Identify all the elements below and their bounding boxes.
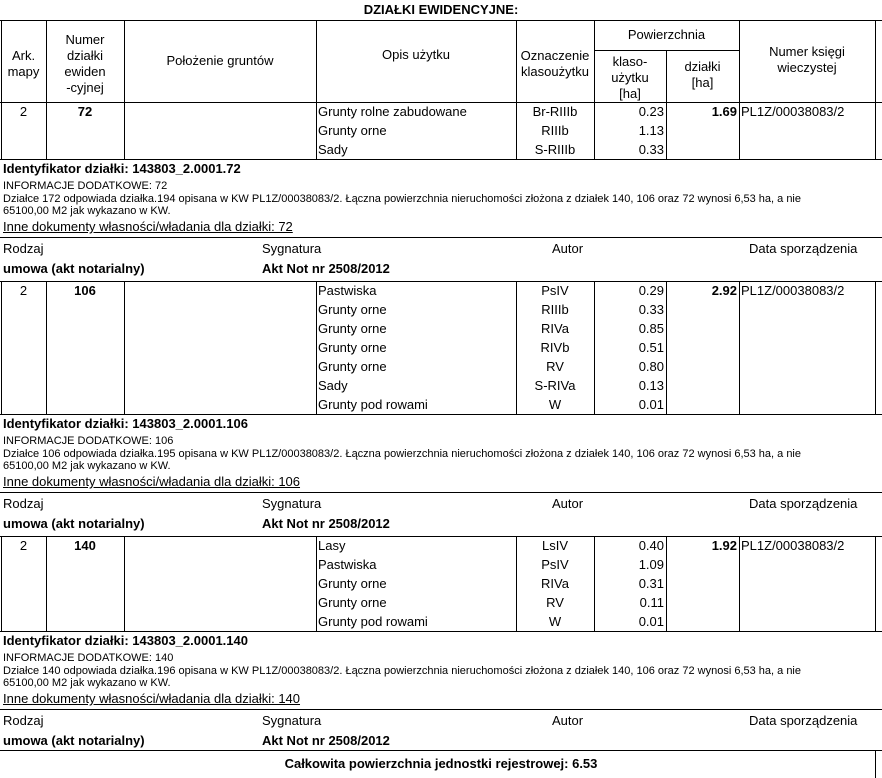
powierzchnia-rule: [594, 50, 739, 51]
parcel-area-total: 2.92: [711, 283, 737, 298]
info-line: 65100,00 M2 jak wykazano w KW.: [3, 677, 171, 689]
doc-rule: [0, 492, 882, 493]
info-line: 65100,00 M2 jak wykazano w KW.: [3, 205, 171, 217]
parcel-bottom-rule: [0, 159, 882, 160]
use-opis: Pastwiska: [318, 557, 377, 572]
use-klasa: W: [548, 397, 562, 412]
use-klasa: RIIIb: [541, 302, 569, 317]
rule-line: [666, 281, 667, 414]
rule-line: [124, 536, 125, 631]
use-pow: 0.33: [638, 302, 664, 317]
use-opis: Sady: [318, 378, 348, 393]
rodzaj-value: umowa (akt notarialny): [3, 261, 145, 276]
header-powierzchnia: Powierzchnia: [627, 27, 706, 42]
rodzaj-value: umowa (akt notarialny): [3, 516, 145, 531]
use-klasa: PsIV: [541, 283, 569, 298]
label-sygnatura: Sygnatura: [262, 496, 322, 511]
parcel-kw: PL1Z/00038083/2: [741, 538, 845, 553]
parcel-identyfikator: Identyfikator działki: 143803_2.0001.72: [3, 161, 241, 176]
doc-rule: [0, 709, 882, 710]
use-klasa: RIVa: [541, 321, 569, 336]
use-klasa: RV: [546, 359, 564, 374]
rule-line: [124, 102, 125, 159]
header-dzialki: działki: [684, 59, 721, 74]
use-opis: Sady: [318, 142, 348, 157]
info-line: 65100,00 M2 jak wykazano w KW.: [3, 460, 171, 472]
parcel-top-rule: [0, 536, 882, 537]
rule-line: [739, 102, 740, 159]
use-klasa: S-RIIIb: [534, 142, 576, 157]
rule-line: [316, 281, 317, 414]
use-opis: Grunty orne: [318, 359, 387, 374]
rule-line: [739, 536, 740, 631]
parcel-ark: 2: [19, 104, 28, 119]
rule-line: [739, 281, 740, 414]
use-opis: Lasy: [318, 538, 346, 553]
label-autor: Autor: [552, 713, 584, 728]
parcel-ark: 2: [19, 538, 28, 553]
label-data: Data sporządzenia: [749, 241, 858, 256]
parcel-area-total: 1.69: [711, 104, 737, 119]
label-rodzaj: Rodzaj: [3, 241, 44, 256]
rule-line: [875, 281, 876, 414]
use-pow: 0.31: [638, 576, 664, 591]
use-klasa: W: [548, 614, 562, 629]
info-header: INFORMACJE DODATKOWE: 140: [3, 652, 174, 664]
parcel-identyfikator: Identyfikator działki: 143803_2.0001.106: [3, 416, 248, 431]
info-header: INFORMACJE DODATKOWE: 72: [3, 180, 168, 192]
parcel-area-total: 1.92: [711, 538, 737, 553]
use-opis: Grunty orne: [318, 576, 387, 591]
use-klasa: RIVb: [540, 340, 570, 355]
use-pow: 0.01: [638, 397, 664, 412]
use-opis: Grunty pod rowami: [318, 614, 428, 629]
header-oznaczenie: klasoużytku: [521, 64, 589, 79]
rule-line: [316, 536, 317, 631]
use-pow: 0.40: [638, 538, 664, 553]
label-sygnatura: Sygnatura: [262, 713, 322, 728]
parcel-bottom-rule: [0, 414, 882, 415]
doc-rule: [0, 237, 882, 238]
header-ksiega: Numer księgi: [769, 44, 845, 59]
use-klasa: PsIV: [541, 557, 569, 572]
use-pow: 0.85: [638, 321, 664, 336]
use-pow: 0.80: [638, 359, 664, 374]
use-opis: Grunty orne: [318, 302, 387, 317]
footer-rule: [0, 750, 882, 751]
parcel-numer: 106: [74, 283, 96, 298]
info-line: Działce 140 odpowiada działka.196 opisana w KW PL1Z/00038083/2. Łączna powierzchnia nieruchomości złożona z działek 140, 106 oraz 72 wynosi 6,53 ha, a nie: [3, 665, 801, 677]
header-ark: Ark.: [11, 48, 36, 63]
use-klasa: LsIV: [541, 538, 568, 553]
label-data: Data sporządzenia: [749, 496, 858, 511]
info-line: Działce 172 odpowiada działka.194 opisana w KW PL1Z/00038083/2. Łączna powierzchnia nieruchomości złożona z działek 140, 106 oraz 72 wynosi 6,53 ha, a nie: [3, 193, 801, 205]
use-pow: 0.11: [639, 595, 664, 610]
info-line: Działce 106 odpowiada działka.195 opisana w KW PL1Z/00038083/2. Łączna powierzchnia nieruchomości złożona z działek 140, 106 oraz 72 wynosi 6,53 ha, a nie: [3, 448, 801, 460]
page-title: DZIAŁKI EWIDENCYJNE:: [363, 2, 519, 17]
header-opis: Opis użytku: [382, 47, 450, 62]
info-header: INFORMACJE DODATKOWE: 106: [3, 435, 174, 447]
use-opis: Grunty pod rowami: [318, 397, 428, 412]
parcel-identyfikator: Identyfikator działki: 143803_2.0001.140: [3, 633, 248, 648]
parcel-kw: PL1Z/00038083/2: [741, 283, 845, 298]
label-sygnatura: Sygnatura: [262, 241, 322, 256]
rule-line: [316, 102, 317, 159]
footer-total: Całkowita powierzchnia jednostki rejestrowej: 6.53: [284, 756, 598, 771]
header-klaso: klaso-: [612, 54, 648, 69]
use-pow: 0.51: [638, 340, 664, 355]
header-ksiega: wieczystej: [777, 60, 837, 75]
parcel-kw: PL1Z/00038083/2: [741, 104, 845, 119]
parcel-ark: 2: [19, 283, 28, 298]
header-ark: mapy: [7, 64, 40, 79]
rule-line: [1, 281, 2, 414]
use-opis: Grunty orne: [318, 595, 387, 610]
inne-dokumenty: Inne dokumenty własności/władania dla działki: 72: [3, 219, 293, 234]
use-klasa: Br-RIIIb: [532, 104, 578, 119]
label-rodzaj: Rodzaj: [3, 713, 44, 728]
use-opis: Grunty orne: [318, 340, 387, 355]
parcel-top-rule: [0, 281, 882, 282]
use-pow: 0.33: [638, 142, 664, 157]
inne-dokumenty: Inne dokumenty własności/władania dla działki: 140: [3, 691, 301, 706]
label-data: Data sporządzenia: [749, 713, 858, 728]
header-numer: Numer: [65, 32, 105, 47]
inne-dokumenty: Inne dokumenty własności/władania dla działki: 106: [3, 474, 301, 489]
label-autor: Autor: [552, 241, 584, 256]
use-pow: 0.13: [638, 378, 664, 393]
label-rodzaj: Rodzaj: [3, 496, 44, 511]
parcel-numer: 72: [77, 104, 93, 119]
use-pow: 0.01: [638, 614, 664, 629]
use-opis: Grunty rolne zabudowane: [318, 104, 467, 119]
use-opis: Grunty orne: [318, 321, 387, 336]
use-pow: 0.23: [638, 104, 664, 119]
use-klasa: RV: [546, 595, 564, 610]
header-dzialki: [ha]: [691, 75, 714, 90]
use-pow: 0.29: [638, 283, 664, 298]
rodzaj-value: umowa (akt notarialny): [3, 733, 145, 748]
use-opis: Pastwiska: [318, 283, 377, 298]
header-polozenie: Położenie gruntów: [166, 53, 274, 68]
use-pow: 1.09: [638, 557, 664, 572]
use-klasa: RIVa: [541, 576, 569, 591]
header-klaso: [ha]: [619, 86, 641, 101]
footer-rule: [875, 750, 876, 778]
use-klasa: S-RIVa: [534, 378, 576, 393]
rule-line: [875, 20, 876, 102]
parcel-bottom-rule: [0, 631, 882, 632]
use-pow: 1.13: [638, 123, 664, 138]
sygnatura-value: Akt Not nr 2508/2012: [262, 733, 390, 748]
title-rule: [0, 20, 882, 21]
header-numer: -cyjnej: [66, 80, 104, 95]
parcel-top-rule: [0, 102, 882, 103]
rule-line: [46, 281, 47, 414]
header-klaso: użytku: [611, 70, 649, 85]
use-klasa: RIIIb: [541, 123, 569, 138]
use-opis: Grunty orne: [318, 123, 387, 138]
label-autor: Autor: [552, 496, 584, 511]
sygnatura-value: Akt Not nr 2508/2012: [262, 516, 390, 531]
parcel-numer: 140: [74, 538, 96, 553]
header-oznaczenie: Oznaczenie: [520, 48, 590, 63]
header-numer: ewiden: [64, 64, 106, 79]
header-numer: działki: [66, 48, 104, 63]
rule-line: [124, 281, 125, 414]
sygnatura-value: Akt Not nr 2508/2012: [262, 261, 390, 276]
